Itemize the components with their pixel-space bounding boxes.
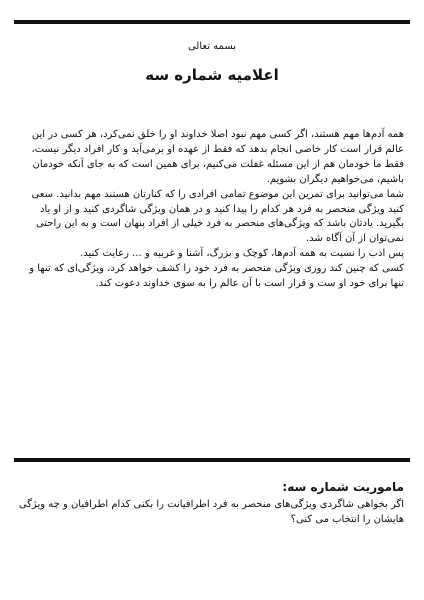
announcement-body bbox=[18, 128, 404, 292]
announcement-paragraph-2: شما می‌توانید برای تمرین این موضوع تمامی افرادی را که کنارتان هستند مهم بدانید. سعی کنید ویژگی منحصر به فرد هر کدام را پیدا کنید و در همان ویژگی شاگردی کنید و از او یاد بگیرید. یادتان باشد که ویژگی‌های منحصر به فرد خیلی از افراد پنهان است و به این راحتی نمی‌توان از آن آگاه شد. bbox=[31, 188, 404, 245]
announcement-paragraph-4: کسی که چنین کند روزی ویژگی منحصر به فرد خود را کشف خواهد کرد، ویژگی‌ای که تنها و تنها برای خود او ست و قرار است با آن عالم را به سوی خداوند دعوت کند. bbox=[29, 263, 404, 290]
page-title: اعلامیه شماره سه bbox=[145, 66, 279, 84]
announcement-paragraph-1: همه آدم‌ها مهم هستند، اگر کسی مهم نبود اصلا خداوند او را خلق نمی‌کرد، هر کسی در این عالم قرار است کار خاصی انجام بدهد که فقط از عهده او برمی‌آید و کار افراد دیگر نیست، فقط ما خودمان هم از این مسئله غفلت می‌کنیم، برای همین است که به جای آنکه خودمان باشیم، می‌خواهیم دیگران بشویم. bbox=[31, 129, 404, 185]
bismillah-heading: بسمه تعالی bbox=[187, 41, 237, 52]
mission-title: ماموریت شماره سه: bbox=[282, 480, 404, 494]
announcement-paragraph-3: پس ادب را نسبت به همه آدم‌ها، کوچک و بزرگ، آشنا و غریبه و ... رعایت کنید. bbox=[80, 248, 404, 260]
top-divider bbox=[14, 20, 410, 24]
mission-text: اگر بخواهی شاگردی ویژگی‌های منحصر به فرد اطرافیانت را بکنی کدام اطرافیان و چه ویژگی هایشان را انتخاب می کنی؟ bbox=[18, 499, 404, 525]
middle-divider bbox=[14, 458, 410, 462]
